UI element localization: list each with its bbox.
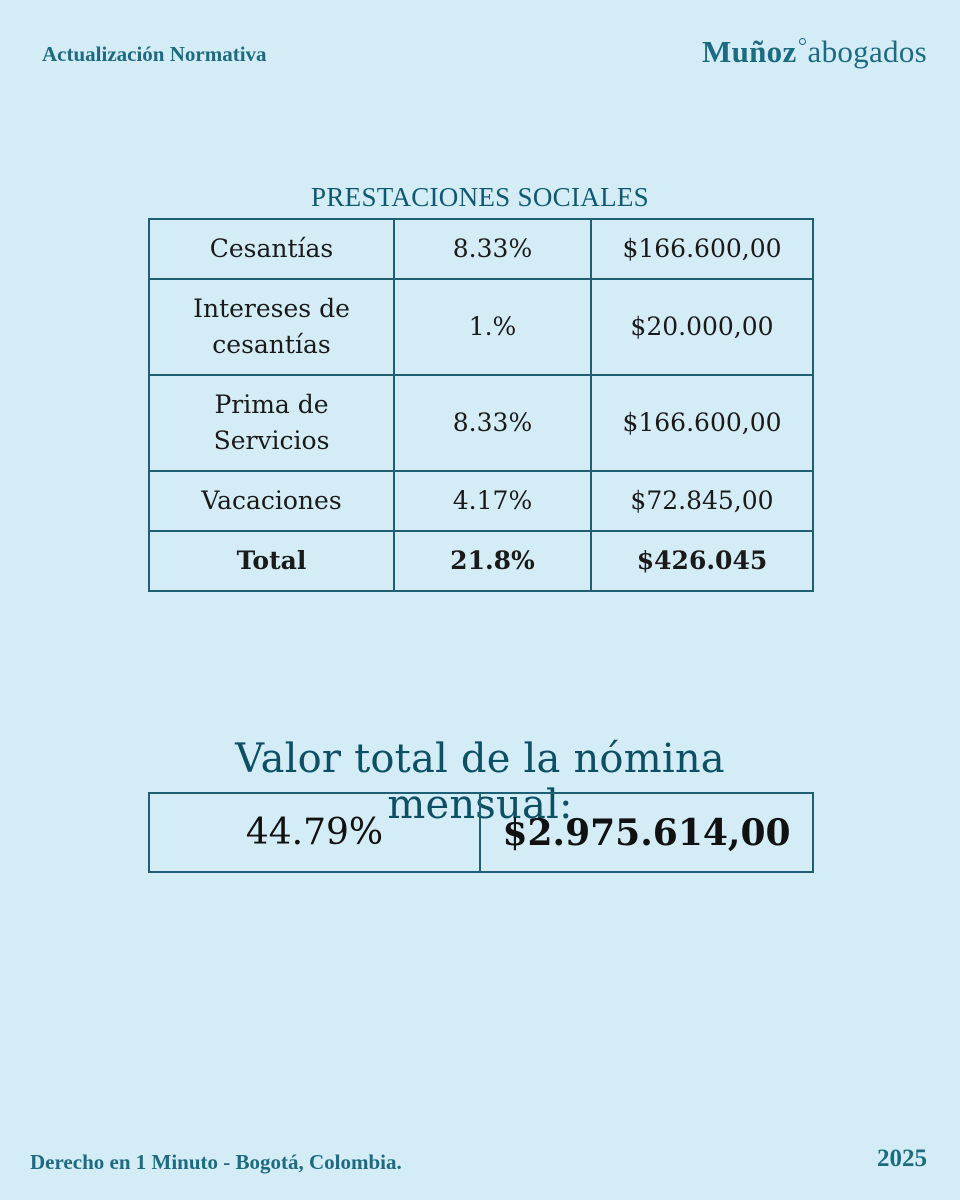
summary-rate: 44.79% xyxy=(149,793,480,872)
brand-name-light: abogados xyxy=(807,34,927,69)
section-title: PRESTACIONES SOCIALES xyxy=(311,182,649,212)
row-concept: Prima de Servicios xyxy=(149,375,394,471)
summary-title: Valor total de la nómina mensual: xyxy=(235,736,725,828)
table-row xyxy=(149,279,813,375)
summary-table xyxy=(148,792,814,873)
row-concept: Cesantías xyxy=(149,219,394,279)
summary-row xyxy=(149,793,813,872)
brand-logo xyxy=(702,34,927,70)
row-amount: $72.845,00 xyxy=(591,471,813,531)
table-row xyxy=(149,471,813,531)
row-rate: 8.33% xyxy=(394,219,591,279)
header-section-label: Actualización Normativa xyxy=(42,42,267,66)
row-concept: Vacaciones xyxy=(149,471,394,531)
benefits-table xyxy=(148,218,814,592)
row-amount: $166.600,00 xyxy=(591,219,813,279)
table-row xyxy=(149,219,813,279)
brand-name-strong: Muñoz xyxy=(702,34,797,69)
row-concept: Intereses de cesantías xyxy=(149,279,394,375)
row-rate: 8.33% xyxy=(394,375,591,471)
footer-year: 2025 xyxy=(877,1145,927,1172)
brand-dot-icon xyxy=(799,38,806,45)
total-row xyxy=(149,531,813,591)
row-rate: 1.% xyxy=(394,279,591,375)
footer-caption: Derecho en 1 Minuto - Bogotá, Colombia. xyxy=(30,1150,402,1174)
total-rate: 21.8% xyxy=(394,531,591,591)
table-row xyxy=(149,375,813,471)
summary-amount: $2.975.614,00 xyxy=(480,793,813,872)
row-rate: 4.17% xyxy=(394,471,591,531)
total-label: Total xyxy=(149,531,394,591)
row-amount: $166.600,00 xyxy=(591,375,813,471)
row-amount: $20.000,00 xyxy=(591,279,813,375)
total-amount: $426.045 xyxy=(591,531,813,591)
